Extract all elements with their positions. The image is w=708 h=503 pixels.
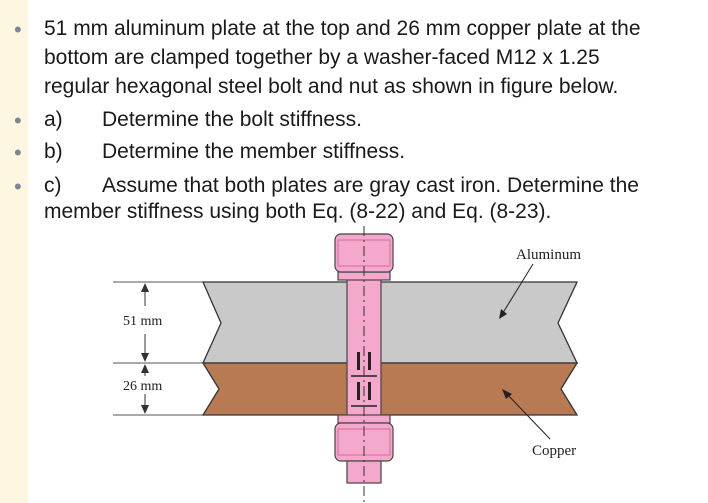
- copper-label: Copper: [532, 443, 577, 459]
- aluminum-label: Aluminum: [516, 247, 582, 263]
- arrow-down-icon: [141, 353, 149, 362]
- intro-line-1: 51 mm aluminum plate at the top and 26 mm copper plate at the: [44, 17, 641, 40]
- arrow-down-icon: [141, 405, 149, 414]
- copper-plate: [203, 363, 577, 415]
- bottom-thickness-label: 26 mm: [123, 379, 163, 394]
- part-a-label: a): [44, 108, 63, 131]
- bullet-icon: •: [14, 140, 22, 165]
- part-c-text: Assume that both plates are gray cast iron. Determine the: [102, 174, 639, 197]
- top-thickness-label: 51 mm: [123, 314, 163, 329]
- bullet-icon: •: [14, 174, 22, 199]
- aluminum-plate: [203, 282, 577, 363]
- bullet-icon: •: [14, 108, 22, 133]
- part-b: [44, 140, 405, 164]
- slide-side-strip: [0, 0, 28, 503]
- part-b-label: b): [44, 140, 63, 163]
- intro-line-2: bottom are clamped together by a washer-faced M12 x 1.25: [44, 46, 600, 69]
- arrow-up-icon: [141, 364, 149, 373]
- part-c-continuation: member stiffness using both Eq. (8-22) and Eq. (8-23).: [44, 200, 552, 223]
- arrow-up-icon: [141, 283, 149, 292]
- part-c-label: c): [44, 174, 62, 197]
- bullet-icon: •: [14, 17, 22, 42]
- intro-line-3: regular hexagonal steel bolt and nut as shown in figure below.: [44, 75, 619, 98]
- part-b-text: Determine the member stiffness.: [102, 140, 406, 163]
- bolted-joint-figure: [95, 226, 615, 503]
- part-a-text: Determine the bolt stiffness.: [102, 108, 362, 131]
- part-c: [44, 174, 639, 198]
- part-a: [44, 108, 362, 132]
